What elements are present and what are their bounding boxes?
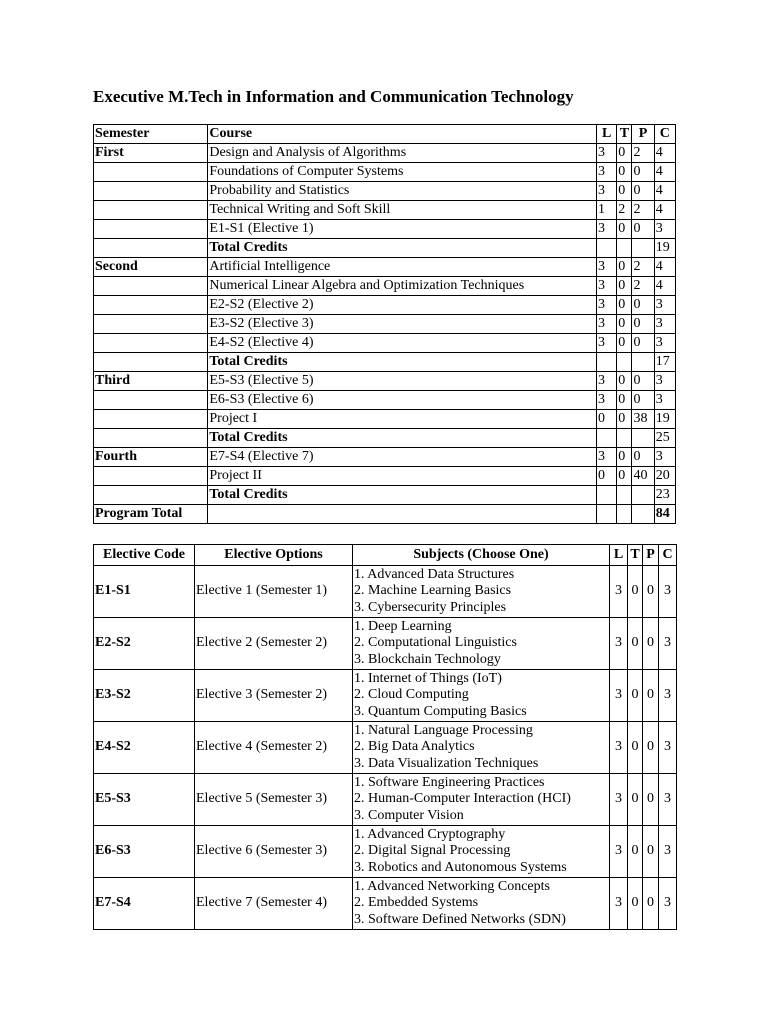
elective-option-cell: Elective 3 (Semester 2): [195, 670, 353, 722]
header-c: C: [659, 545, 677, 566]
semester-cell: Second: [94, 258, 208, 277]
course-row: [94, 296, 676, 315]
t-cell: 0: [617, 448, 632, 467]
c-cell: 4: [654, 182, 675, 201]
header-p: P: [643, 545, 659, 566]
subjects-cell: [353, 878, 610, 930]
subject-option: 3. Software Defined Networks (SDN): [354, 911, 566, 927]
course-row: [94, 182, 676, 201]
l-cell: 0: [597, 410, 617, 429]
semester-cell: [94, 315, 208, 334]
c-cell: 84: [654, 505, 675, 524]
l-cell: 3: [597, 182, 617, 201]
subject-option: 1. Advanced Cryptography: [354, 826, 506, 842]
course-row: [94, 163, 676, 182]
course-row: [94, 448, 676, 467]
l-cell: 3: [610, 722, 628, 774]
semester-cell: [94, 467, 208, 486]
subjects-cell: [353, 826, 610, 878]
p-cell: 0: [632, 372, 654, 391]
l-cell: 3: [610, 670, 628, 722]
c-cell: 3: [659, 618, 677, 670]
p-cell: 0: [643, 774, 659, 826]
p-cell: [632, 486, 654, 505]
p-cell: 0: [643, 618, 659, 670]
l-cell: 3: [597, 144, 617, 163]
t-cell: [617, 429, 632, 448]
elective-table-header: [94, 545, 677, 566]
p-cell: [632, 429, 654, 448]
elective-code-cell: E1-S1: [94, 566, 195, 618]
t-cell: 0: [617, 144, 632, 163]
semester-cell: [94, 277, 208, 296]
page-title: Executive M.Tech in Information and Communication Technology: [93, 87, 574, 106]
semester-cell: [94, 182, 208, 201]
l-cell: [597, 239, 617, 258]
t-cell: 0: [617, 410, 632, 429]
c-cell: 3: [659, 826, 677, 878]
semester-cell: [94, 239, 208, 258]
subject-option: 3. Computer Vision: [354, 807, 464, 823]
c-cell: 4: [654, 258, 675, 277]
course-cell: Probability and Statistics: [208, 182, 597, 201]
p-cell: 2: [632, 201, 654, 220]
semester-cell: [94, 486, 208, 505]
course-cell: E6-S3 (Elective 6): [208, 391, 597, 410]
subject-option: 3. Data Visualization Techniques: [354, 755, 539, 771]
subject-option: 3. Cybersecurity Principles: [354, 599, 507, 615]
p-cell: 0: [643, 722, 659, 774]
t-cell: 0: [617, 258, 632, 277]
c-cell: 17: [654, 353, 675, 372]
course-cell: E4-S2 (Elective 4): [208, 334, 597, 353]
t-cell: 0: [617, 163, 632, 182]
t-cell: 0: [628, 618, 643, 670]
elective-code-cell: E6-S3: [94, 826, 195, 878]
t-cell: 0: [617, 296, 632, 315]
course-row: [94, 277, 676, 296]
elective-code-cell: E2-S2: [94, 618, 195, 670]
elective-row: [94, 566, 677, 618]
p-cell: 2: [632, 277, 654, 296]
l-cell: 3: [597, 277, 617, 296]
header-subjects: Subjects (Choose One): [353, 545, 610, 566]
elective-option-cell: Elective 7 (Semester 4): [195, 878, 353, 930]
course-row: [94, 372, 676, 391]
elective-option-cell: Elective 1 (Semester 1): [195, 566, 353, 618]
t-cell: 0: [628, 878, 643, 930]
t-cell: 0: [617, 372, 632, 391]
subject-option: 1. Natural Language Processing: [354, 722, 533, 738]
semester-cell: [94, 201, 208, 220]
semester-cell: First: [94, 144, 208, 163]
semester-cell: Fourth: [94, 448, 208, 467]
l-cell: 3: [597, 220, 617, 239]
semester-cell: [94, 353, 208, 372]
c-cell: 23: [654, 486, 675, 505]
l-cell: 1: [597, 201, 617, 220]
p-cell: 0: [632, 391, 654, 410]
c-cell: 3: [659, 878, 677, 930]
subject-option: 3. Quantum Computing Basics: [354, 703, 527, 719]
header-semester: Semester: [94, 125, 208, 144]
course-cell: E1-S1 (Elective 1): [208, 220, 597, 239]
l-cell: 3: [597, 372, 617, 391]
c-cell: 3: [654, 315, 675, 334]
t-cell: 0: [617, 334, 632, 353]
course-row: [94, 239, 676, 258]
subject-option: 1. Internet of Things (IoT): [354, 670, 502, 686]
course-table: [93, 124, 676, 524]
t-cell: 0: [628, 670, 643, 722]
elective-table: [93, 544, 677, 930]
header-course: Course: [208, 125, 597, 144]
l-cell: 0: [597, 467, 617, 486]
t-cell: 0: [628, 566, 643, 618]
course-row: [94, 258, 676, 277]
subject-option: 1. Deep Learning: [354, 618, 452, 634]
l-cell: [597, 505, 617, 524]
course-cell: Project II: [208, 467, 597, 486]
elective-option-cell: Elective 4 (Semester 2): [195, 722, 353, 774]
header-c: C: [654, 125, 675, 144]
elective-code-cell: E5-S3: [94, 774, 195, 826]
c-cell: 4: [654, 163, 675, 182]
elective-option-cell: Elective 6 (Semester 3): [195, 826, 353, 878]
p-cell: 2: [632, 144, 654, 163]
course-cell: E5-S3 (Elective 5): [208, 372, 597, 391]
c-cell: 3: [659, 774, 677, 826]
c-cell: 3: [654, 220, 675, 239]
l-cell: 3: [597, 391, 617, 410]
p-cell: 0: [632, 448, 654, 467]
subject-option: 1. Advanced Networking Concepts: [354, 878, 550, 894]
l-cell: 3: [597, 258, 617, 277]
course-row: [94, 334, 676, 353]
course-row: [94, 410, 676, 429]
elective-row: [94, 618, 677, 670]
p-cell: 0: [643, 670, 659, 722]
subjects-cell: [353, 618, 610, 670]
l-cell: 3: [610, 774, 628, 826]
elective-row: [94, 774, 677, 826]
t-cell: 0: [617, 220, 632, 239]
header-t: T: [617, 125, 632, 144]
subject-option: 3. Blockchain Technology: [354, 651, 501, 667]
p-cell: [632, 505, 654, 524]
course-row: [94, 467, 676, 486]
l-cell: [597, 486, 617, 505]
subject-option: 2. Machine Learning Basics: [354, 583, 512, 599]
subjects-cell: [353, 670, 610, 722]
l-cell: 3: [610, 826, 628, 878]
l-cell: 3: [597, 448, 617, 467]
t-cell: 0: [617, 182, 632, 201]
c-cell: 4: [654, 277, 675, 296]
p-cell: 0: [643, 826, 659, 878]
p-cell: [632, 239, 654, 258]
p-cell: 0: [632, 296, 654, 315]
t-cell: [617, 505, 632, 524]
course-cell: Foundations of Computer Systems: [208, 163, 597, 182]
course-cell: [208, 505, 597, 524]
p-cell: 0: [643, 878, 659, 930]
header-elective-code: Elective Code: [94, 545, 195, 566]
header-l: L: [610, 545, 628, 566]
t-cell: [617, 486, 632, 505]
l-cell: 3: [610, 566, 628, 618]
c-cell: 3: [654, 391, 675, 410]
elective-row: [94, 826, 677, 878]
c-cell: 4: [654, 144, 675, 163]
course-cell: E7-S4 (Elective 7): [208, 448, 597, 467]
p-cell: 38: [632, 410, 654, 429]
p-cell: 2: [632, 258, 654, 277]
course-row: [94, 391, 676, 410]
course-row: [94, 220, 676, 239]
semester-cell: [94, 429, 208, 448]
subject-option: 2. Computational Linguistics: [354, 635, 517, 651]
elective-option-cell: Elective 2 (Semester 2): [195, 618, 353, 670]
p-cell: 0: [632, 315, 654, 334]
semester-cell: [94, 220, 208, 239]
p-cell: 0: [643, 566, 659, 618]
elective-row: [94, 878, 677, 930]
elective-row: [94, 722, 677, 774]
semester-cell: Program Total: [94, 505, 208, 524]
p-cell: 0: [632, 182, 654, 201]
elective-code-cell: E7-S4: [94, 878, 195, 930]
course-cell: E3-S2 (Elective 3): [208, 315, 597, 334]
t-cell: 0: [617, 467, 632, 486]
course-row: [94, 353, 676, 372]
subject-option: 2. Cloud Computing: [354, 687, 469, 703]
subject-option: 1. Advanced Data Structures: [354, 566, 515, 582]
c-cell: 3: [654, 448, 675, 467]
t-cell: 0: [617, 277, 632, 296]
p-cell: 0: [632, 334, 654, 353]
course-cell: Total Credits: [208, 429, 597, 448]
subjects-cell: [353, 774, 610, 826]
subjects-cell: [353, 566, 610, 618]
subject-option: 1. Software Engineering Practices: [354, 774, 545, 790]
course-row: [94, 315, 676, 334]
semester-cell: [94, 163, 208, 182]
elective-option-cell: Elective 5 (Semester 3): [195, 774, 353, 826]
c-cell: 3: [659, 722, 677, 774]
header-elective-options: Elective Options: [195, 545, 353, 566]
course-cell: E2-S2 (Elective 2): [208, 296, 597, 315]
c-cell: 3: [654, 372, 675, 391]
c-cell: 19: [654, 410, 675, 429]
l-cell: 3: [597, 163, 617, 182]
c-cell: 3: [654, 296, 675, 315]
c-cell: 20: [654, 467, 675, 486]
l-cell: 3: [597, 296, 617, 315]
subject-option: 2. Digital Signal Processing: [354, 843, 511, 859]
t-cell: 2: [617, 201, 632, 220]
c-cell: 3: [659, 670, 677, 722]
subjects-cell: [353, 722, 610, 774]
course-row: [94, 144, 676, 163]
t-cell: 0: [628, 722, 643, 774]
course-cell: Total Credits: [208, 486, 597, 505]
p-cell: 0: [632, 163, 654, 182]
c-cell: 25: [654, 429, 675, 448]
t-cell: [617, 353, 632, 372]
c-cell: 4: [654, 201, 675, 220]
l-cell: 3: [597, 315, 617, 334]
elective-code-cell: E3-S2: [94, 670, 195, 722]
course-cell: Artificial Intelligence: [208, 258, 597, 277]
semester-cell: [94, 391, 208, 410]
l-cell: 3: [597, 334, 617, 353]
elective-code-cell: E4-S2: [94, 722, 195, 774]
subject-option: 2. Big Data Analytics: [354, 739, 475, 755]
course-row: [94, 486, 676, 505]
subject-option: 3. Robotics and Autonomous Systems: [354, 859, 567, 875]
l-cell: 3: [610, 618, 628, 670]
t-cell: 0: [628, 826, 643, 878]
semester-cell: Third: [94, 372, 208, 391]
t-cell: 0: [617, 391, 632, 410]
p-cell: 40: [632, 467, 654, 486]
semester-cell: [94, 410, 208, 429]
header-l: L: [597, 125, 617, 144]
c-cell: 3: [659, 566, 677, 618]
course-cell: Technical Writing and Soft Skill: [208, 201, 597, 220]
course-cell: Project I: [208, 410, 597, 429]
semester-cell: [94, 296, 208, 315]
header-p: P: [632, 125, 654, 144]
elective-row: [94, 670, 677, 722]
header-t: T: [628, 545, 643, 566]
p-cell: 0: [632, 220, 654, 239]
l-cell: 3: [610, 878, 628, 930]
t-cell: 0: [617, 315, 632, 334]
course-cell: Design and Analysis of Algorithms: [208, 144, 597, 163]
course-cell: Total Credits: [208, 239, 597, 258]
course-table-header: [94, 125, 676, 144]
t-cell: 0: [628, 774, 643, 826]
subject-option: 2. Human-Computer Interaction (HCI): [354, 791, 571, 807]
l-cell: [597, 353, 617, 372]
p-cell: [632, 353, 654, 372]
course-row: [94, 429, 676, 448]
c-cell: 19: [654, 239, 675, 258]
t-cell: [617, 239, 632, 258]
subject-option: 2. Embedded Systems: [354, 895, 479, 911]
course-cell: Numerical Linear Algebra and Optimization Techniques: [208, 277, 597, 296]
c-cell: 3: [654, 334, 675, 353]
l-cell: [597, 429, 617, 448]
course-row: [94, 505, 676, 524]
semester-cell: [94, 334, 208, 353]
course-cell: Total Credits: [208, 353, 597, 372]
course-row: [94, 201, 676, 220]
